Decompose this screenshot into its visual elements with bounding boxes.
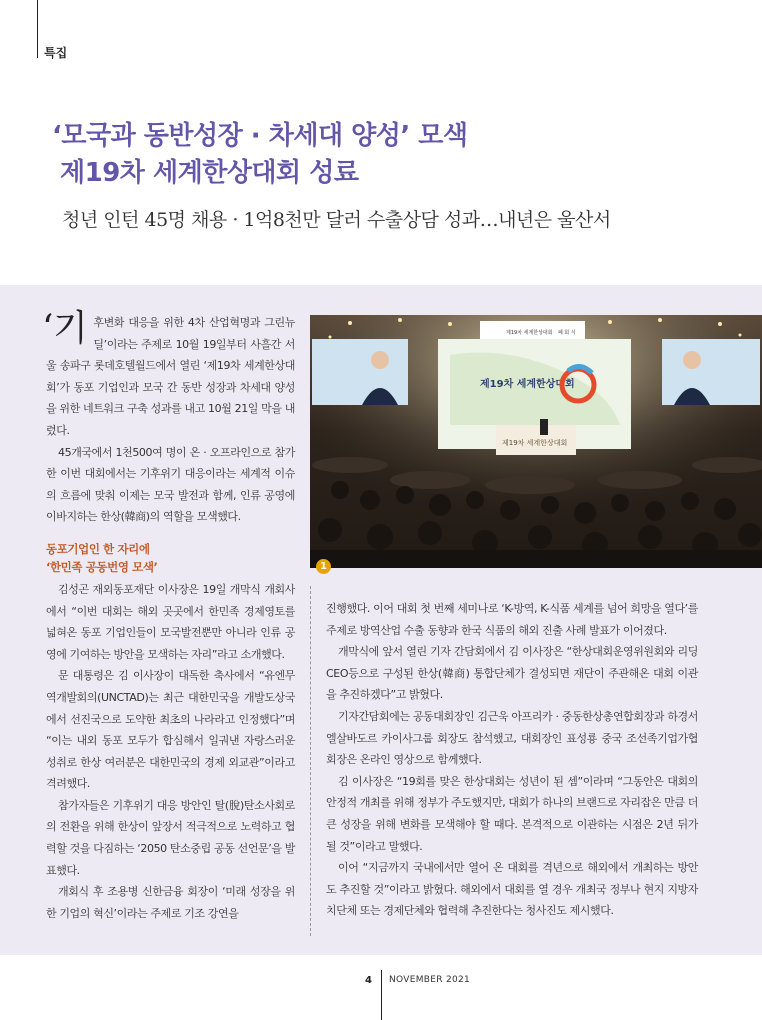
right-screen bbox=[662, 339, 760, 405]
top-sign-text: 제19차 세계한상대회 bbox=[506, 330, 553, 336]
article-title bbox=[52, 118, 468, 192]
paragraph: 이어 “지금까지 국내에서만 열어 온 대회를 격년으로 해외에서 개최하는 방안도 추진할 것”이라고 밝혔다. 해외에서 대회를 열 경우 개최국 정부나 현지 지방자치단체 또는 경제단체와 협력해 추진한다는 청사진도 제시했다. bbox=[326, 861, 698, 918]
title-line-2: 제19차 세계한상대회 성료 bbox=[60, 158, 359, 188]
paragraph: 문 대통령은 김 이사장이 대독한 축사에서 “유엔무역개발회의(UNCTAD)는 최근 대한민국을 개발도상국에서 선진국으로 도약한 최초의 나라라고 인정했다”며 “이는 내외 동포 모두가 합심해서 일궈낸 자랑스러운 성취로 한상 여러분은 대한민국의 경제 외교관”이라고 격려했다. bbox=[46, 669, 295, 791]
top-sign-text-2: 폐 회 식 bbox=[558, 330, 576, 336]
paragraph: 개막식에 앞서 열린 기자 간담회에서 김 이사장은 “한상대회운영위원회와 리딩CEO등으로 구성된 한상(韓商) 통합단체가 결성되면 재단이 주관해온 대회 이관을 추진하겠다”고 밝혔다. bbox=[326, 645, 698, 702]
event-photo bbox=[310, 315, 762, 568]
paragraph: 45개국에서 1천500여 명이 온 · 오프라인으로 참가한 이번 대회에서는 기후위기 대응이라는 세계적 이슈의 흐름에 맞춰 이제는 모국 발전과 함께, 인류 공영에 이바지하는 한상(韓商)의 역할을 모색했다. bbox=[46, 445, 295, 524]
lead-paragraph: ‘기후변화 대응을 위한 4차 산업혁명과 그린뉴딜’이라는 주제로 10월 19일부터 사흘간 서울 송파구 롯데호텔월드에서 열린 ‘제19차 세계한상대회’가 동포 기업인과 모국 간 동반 성장과 차세대 양성을 위한 네트워크 구축 성과를 내고 10월 21일 막을 내렸다. bbox=[42, 308, 295, 437]
footer-rule bbox=[381, 970, 382, 1020]
issue-label: NOVEMBER 2021 bbox=[389, 975, 471, 985]
page-number: 4 bbox=[365, 975, 372, 986]
title-line-1: ‘모국과 동반성장 · 차세대 양성’ 모색 bbox=[52, 121, 468, 151]
text-column-left bbox=[42, 308, 295, 924]
paragraph: 참가자들은 기후위기 대응 방안인 탈(脫)탄소사회로의 전환을 위해 한상이 앞장서 적극적으로 노력하고 협력할 것을 다짐하는 ‘2050 탄소중립 공동 선언문’을 발표했다. bbox=[46, 798, 295, 877]
paragraph: 개회식 후 조용병 신한금융 회장이 ‘미래 성장을 위한 기업의 혁신’이라는 주제로 기조 강연을 bbox=[46, 885, 295, 920]
photo-number-badge: 1 bbox=[316, 559, 331, 574]
paragraph: 김성곤 재외동포재단 이사장은 19일 개막식 개회사에서 “이번 대회는 해외 곳곳에서 한민족 경제영토를 넓혀온 동포 기업인들이 모국발전뿐만 아니라 인류 공영에 기여하는 방안을 모색하는 자리”라고 소개했다. bbox=[46, 582, 295, 661]
section-label: 특집 bbox=[44, 46, 68, 60]
podium-text: 제19차 세계한상대회 bbox=[502, 439, 568, 447]
text-column-right bbox=[326, 598, 698, 922]
left-screen bbox=[312, 339, 408, 405]
subheading: 동포기업인 한 자리에 ‘한민족 공동번영 모색’ bbox=[46, 541, 158, 574]
banner-text: 제19차 세계한상대회 bbox=[480, 379, 575, 390]
paragraph: 진행했다. 이어 대회 첫 번째 세미나로 ‘K-방역, K-식품 세계를 넘어 희망을 열다’를 주제로 방역산업 수출 동향과 한국 식품의 해외 진출 사례 발표가 이어졌다. bbox=[326, 602, 698, 637]
event-photo-illustration bbox=[310, 315, 762, 568]
article-subtitle: 청년 인턴 45명 채용 · 1억8천만 달러 수출상담 성과…내년은 울산서 bbox=[62, 209, 611, 231]
top-rule bbox=[37, 0, 38, 58]
drop-cap: ‘기 bbox=[42, 308, 88, 349]
paragraph: 기자간담회에는 공동대회장인 김근욱 아프리카 · 중동한상총연합회장과 하경서 엘살바도르 카이사그룹 회장도 참석했고, 대회장인 표성룡 중국 조선족기업가협회장은 온라인 영상으로 함께했다. bbox=[326, 709, 698, 767]
paragraph: 김 이사장은 “19회를 맞은 한상대회는 성년이 된 셈”이라며 “그동안은 대회의 안정적 개최를 위해 정부가 주도했지만, 대회가 하나의 브랜드로 자리잡은 만큼 더 큰 성장을 위해 변화를 모색해야 할 때다. 본격적으로 이관하는 시점은 2년 뒤가 될 것”이라고 말했다. bbox=[326, 774, 698, 853]
column-divider bbox=[310, 586, 311, 936]
